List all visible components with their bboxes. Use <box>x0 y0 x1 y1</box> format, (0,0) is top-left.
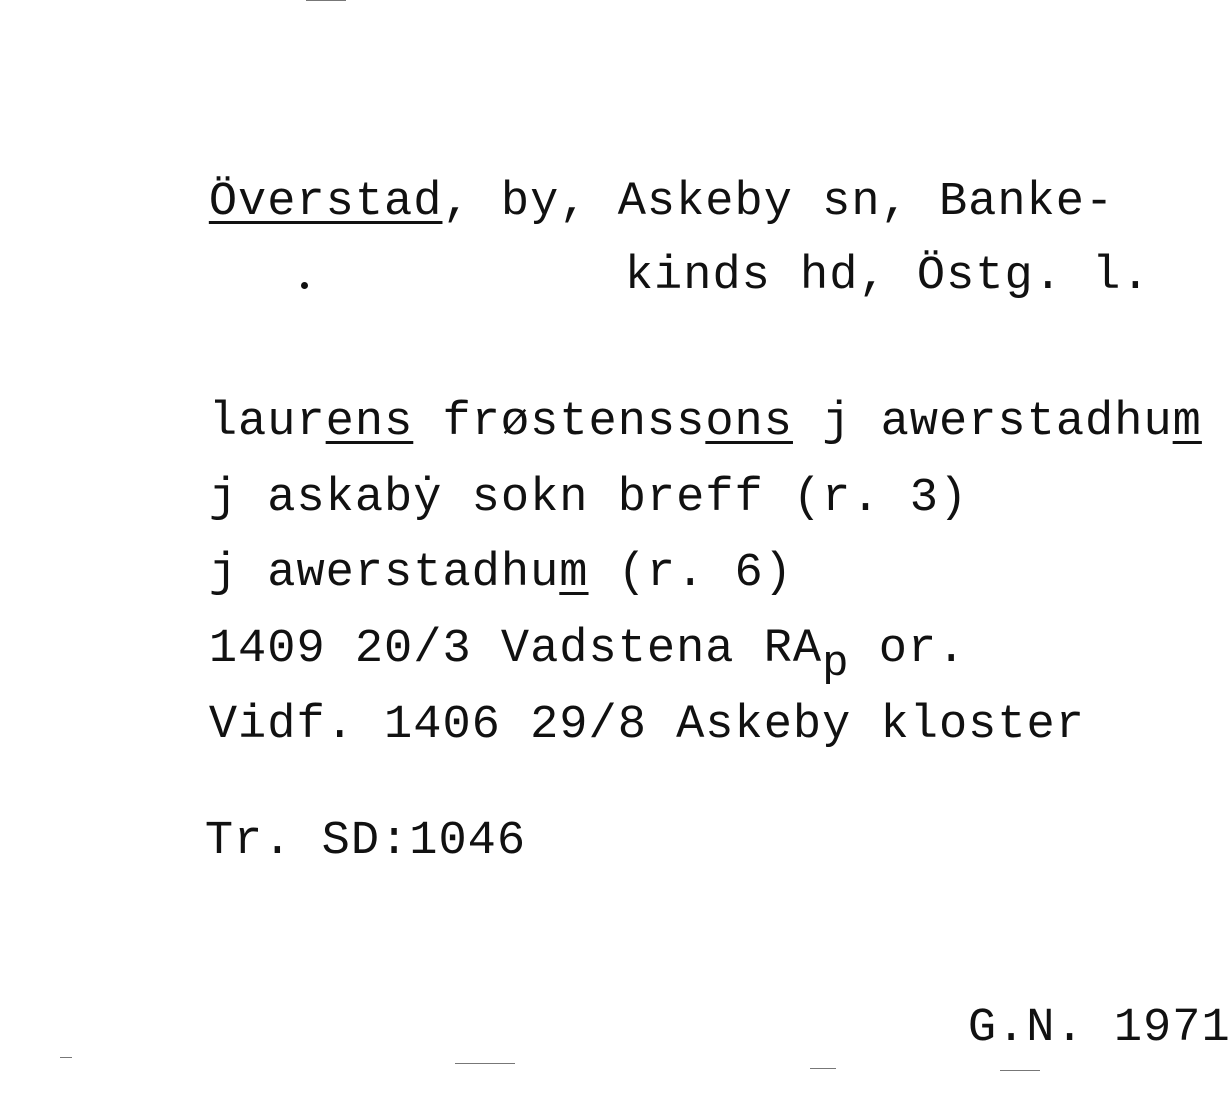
vidimus-text: Vidf. 1406 29/8 Askeby kloster <box>208 699 1085 752</box>
print-reference-text: Tr. SD:1046 <box>204 815 527 868</box>
quote-word-fragment: j awerstadhu <box>822 396 1173 449</box>
scan-speck <box>1000 1070 1040 1071</box>
scan-speck <box>60 1057 72 1058</box>
quote-abbrev-mark: ens <box>325 396 414 449</box>
quote-parish-text: j askabẏ sokn breff (r. 3) <box>208 472 969 525</box>
quote-word-fragment: j awerstadhu <box>208 547 560 600</box>
scan-speck <box>810 1068 836 1069</box>
quote-abbrev-mark: m <box>1172 396 1202 449</box>
signature-text: G.N. 1971 <box>967 1002 1231 1055</box>
quote-row-ref: (r. 6) <box>588 547 793 600</box>
heading-district-info: kinds hd, Östg. l. <box>624 250 1151 303</box>
print-reference <box>88 771 526 912</box>
scan-speck <box>306 0 346 1</box>
quote-word-fragment: laur <box>208 396 326 449</box>
source-original-flag: or. <box>849 623 967 676</box>
quote-word-fragment: frøstenss <box>442 396 706 449</box>
quote-abbrev-mark: ons <box>705 396 793 449</box>
source-archive-subscript: p <box>822 639 850 689</box>
quote-abbrev-mark: m <box>559 547 589 600</box>
scan-speck <box>455 1063 515 1064</box>
heading-parish-info: , by, Askeby sn, Banke- <box>442 176 1115 229</box>
signature <box>851 958 1231 1099</box>
heading-place-name: Överstad <box>208 176 443 229</box>
source-date-place: 1409 20/3 Vadstena RA <box>208 623 823 676</box>
stray-dot-mark <box>301 282 308 289</box>
heading-line-2 <box>508 206 1151 347</box>
